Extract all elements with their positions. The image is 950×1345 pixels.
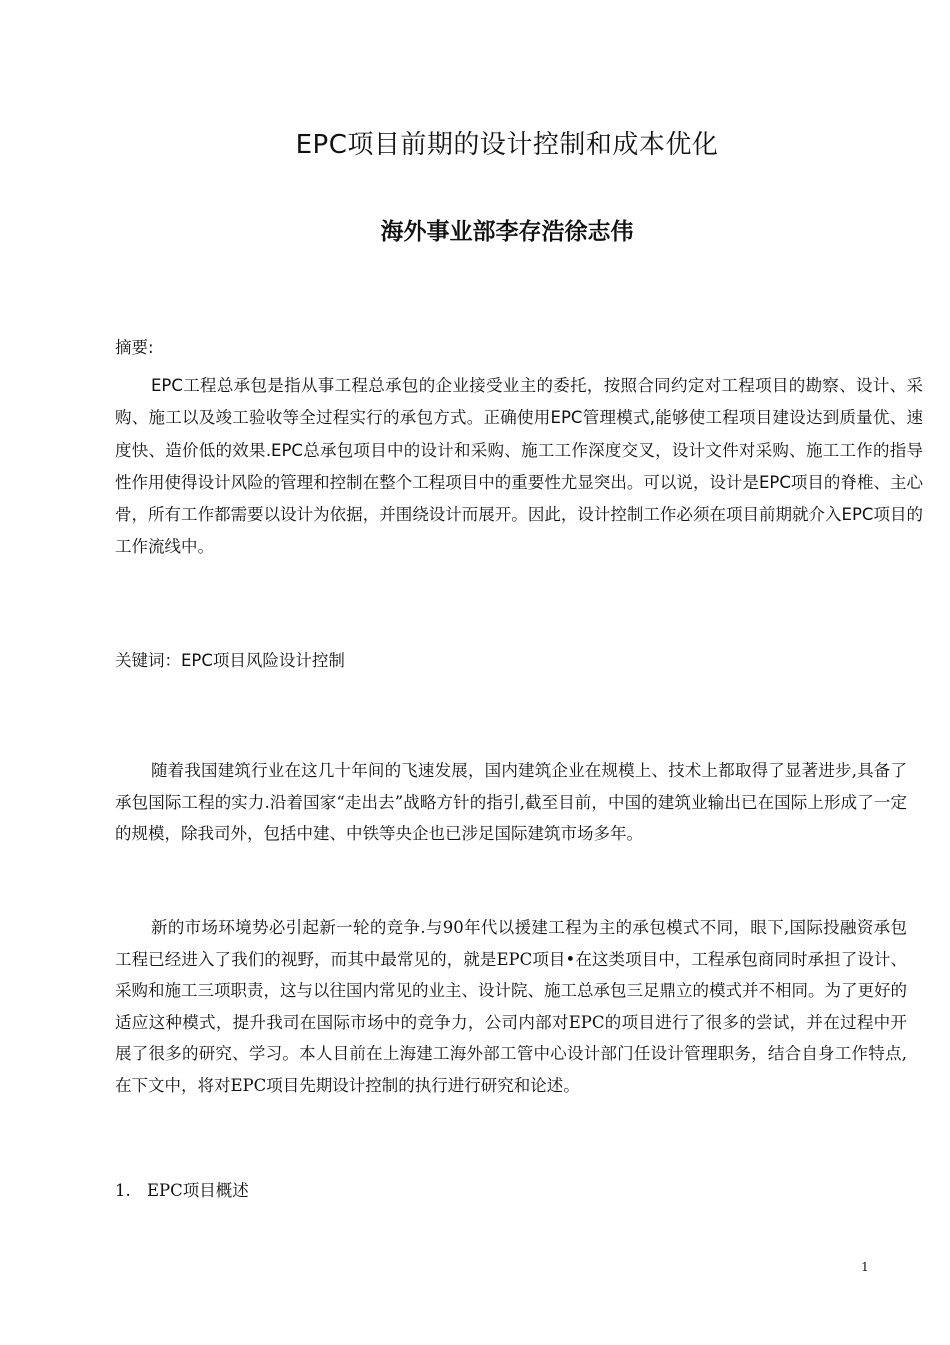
section-title: EPC项目概述 <box>147 1181 249 1200</box>
section-heading <box>115 1178 249 1204</box>
author-line: 海外事业部李存浩徐志伟 <box>380 219 634 245</box>
document-title: EPC项目前期的设计控制和成本优化 <box>295 130 719 160</box>
body-paragraph-1: 随着我国建筑行业在这几十年间的飞速发展，国内建筑企业在规模上、技术上都取得了显著进步,具备了承包国际工程的实力.沿着国家“走出去”战略方针的指引,截至目前，中国的建筑业输出已在国际上形成了一定的规模，除我司外，包括中建、中铁等央企也已涉足国际建筑市场多年。 <box>115 761 907 843</box>
page-number: 1 <box>861 1260 869 1274</box>
section-number: 1. <box>115 1181 131 1200</box>
body-paragraph-2: 新的市场环境势必引起新一轮的竞争.与90年代以援建工程为主的承包模式不同，眼下,国际投融资承包工程已经进入了我们的视野，而其中最常见的，就是EPC项目•在这类项目中，工程承包商同时承担了设计、采购和施工三项职责，这与以往国内常见的业主、设计院、施工总承包三足鼎立的模式并不相同。为了更好的适应这种模式，提升我司在国际市场中的竞争力，公司内部对EPC的项目进行了很多的尝试，并在过程中开展了很多的研究、学习。本人目前在上海建工海外部工管中心设计部门任设计管理职务，结合自身工作特点,在下文中，将对EPC项目先期设计控制的执行进行研究和论述。 <box>115 918 907 1095</box>
abstract-text: EPC工程总承包是指从事工程总承包的企业接受业主的委托，按照合同约定对工程项目的勘察、设计、采购、施工以及竣工验收等全过程实行的承包方式。正确使用EPC管理模式,能够使工程项目建设达到质量优、速度快、造价低的效果.EPC总承包项目中的设计和采购、施工工作深度交叉，设计文件对采购、施工工作的指导性作用使得设计风险的管理和控制在整个工程项目中的重要性尤显突出。可以说，设计是EPC项目的脊椎、主心骨，所有工作都需要以设计为依据，并围绕设计而展开。因此，设计控制工作必须在项目前期就介入EPC项目的工作流线中。 <box>115 376 923 557</box>
keywords-line: 关键词：EPC项目风险设计控制 <box>115 651 345 670</box>
abstract-label: 摘要: <box>115 338 154 357</box>
